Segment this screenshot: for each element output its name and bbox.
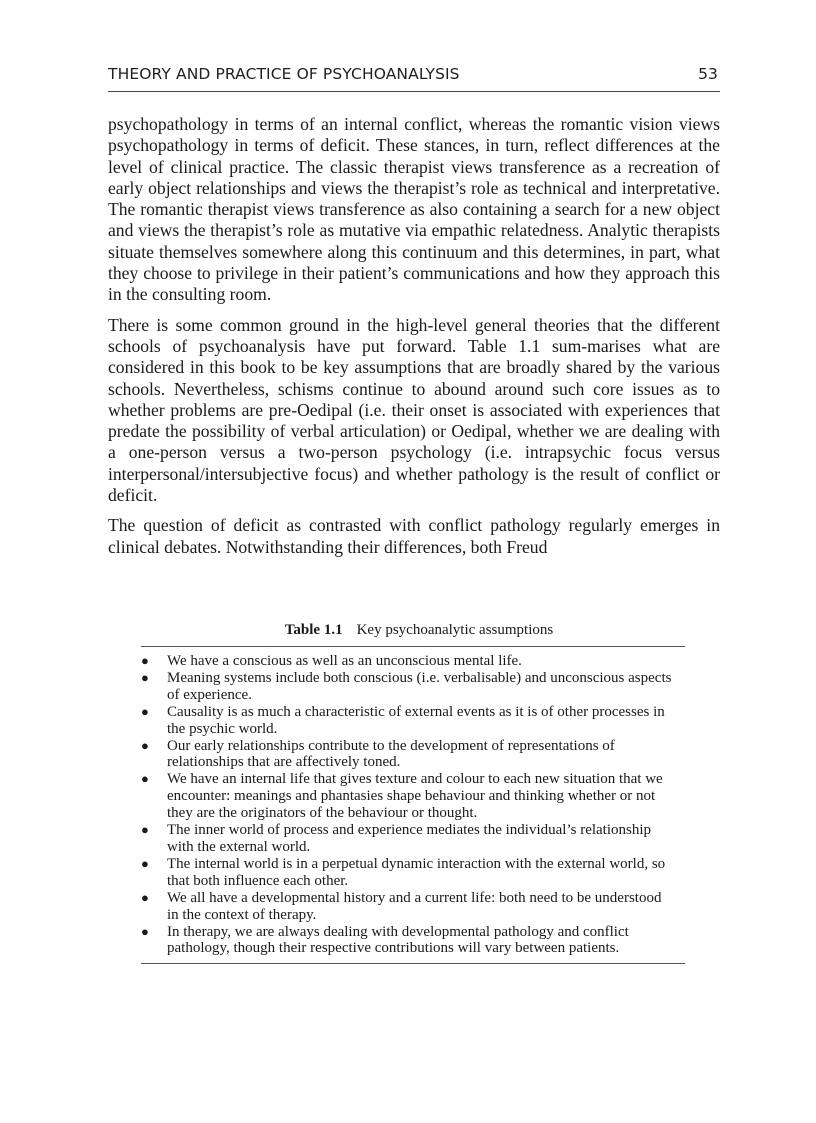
bullet-icon: ● [141, 822, 149, 838]
assumption-list [141, 653, 685, 957]
bullet-icon: ● [141, 771, 149, 787]
list-item: ● The internal world is in a perpetual dynamic interaction with the external world, so that both influence each other. [141, 855, 666, 889]
bullet-icon: ● [141, 889, 149, 905]
table-bottom-rule [141, 963, 685, 964]
paragraph: The question of deficit as contrasted with conflict pathology regularly emerges in clinical debates. Notwithstanding their differences, both Freud [108, 515, 720, 557]
bullet-icon: ● [141, 703, 149, 719]
bullet-icon: ● [141, 855, 149, 871]
paragraph: There is some common ground in the high-level general theories that the different schools of psychoanalysis have put forward. Table 1.1 sum-marises what are considered in this book to be key assumptions that are broadly shared by the various schools. Nevertheless, schisms continue to abound around such core issues as to whether problems are pre-Oedipal (i.e. their onset is associated with experiences that predate the possibility of verbal articulation) or Oedipal, whether we are dealing with a one-person versus a two-person psychology (i.e. intrapsychic focus versus interpersonal/intersubjective focus) and whether pathology is the result of conflict or deficit. [108, 314, 720, 506]
list-item: ● In therapy, we are always dealing with developmental pathology and conflict pathology, though their respective contributions will vary between patients. [141, 923, 629, 957]
table-caption [141, 621, 685, 639]
table-title: Key psychoanalytic assumptions [356, 622, 554, 638]
page-number: 53 [698, 65, 718, 83]
bullet-icon: ● [141, 737, 149, 753]
list-item: ● Causality is as much a characteristic of external events as it is of other processes in the psychic world. [141, 703, 665, 737]
table-top-rule [141, 646, 685, 647]
header-rule [108, 91, 720, 92]
list-item: ● The inner world of process and experience mediates the individual’s relationship with the external world. [141, 822, 652, 855]
list-item: ● We have a conscious as well as an unconscious mental life. [141, 653, 522, 669]
body-text [108, 114, 720, 567]
list-item: ● We all have a developmental history and a current life: both need to be understood in the context of therapy. [141, 889, 662, 923]
list-item: ● Our early relationships contribute to the development of representations of relationships that are affectively toned. [141, 737, 615, 771]
table-label: Table 1.1 [284, 622, 343, 638]
running-head [108, 63, 720, 89]
bullet-icon: ● [141, 653, 149, 668]
list-item: ● We have an internal life that gives texture and colour to each new situation that we encounter: meanings and phantasies shape behaviour and thinking whether or not they are the originators of the behaviour or thought. [141, 771, 663, 822]
table-1-1 [141, 621, 685, 964]
list-item: ● Meaning systems include both conscious (i.e. verbalisable) and unconscious aspects of experience. [141, 669, 672, 703]
bullet-icon: ● [141, 923, 149, 939]
paragraph: psychopathology in terms of an internal conflict, whereas the romantic vision views psychopathology in terms of deficit. These stances, in turn, reflect differences at the level of clinical practice. The classic therapist views transference as a recreation of early object relationships and views the therapist’s role as technical and interpretative. The romantic therapist views transference as also containing a search for a new object and views the therapist’s role as mutative via empathic relatedness. Analytic therapists situate themselves somewhere along this continuum and this determines, in part, what they choose to privilege in their patient’s communications and how they approach this in the consulting room. [108, 114, 720, 305]
bullet-icon: ● [141, 669, 149, 685]
running-title: THEORY AND PRACTICE OF PSYCHOANALYSIS [108, 65, 460, 83]
